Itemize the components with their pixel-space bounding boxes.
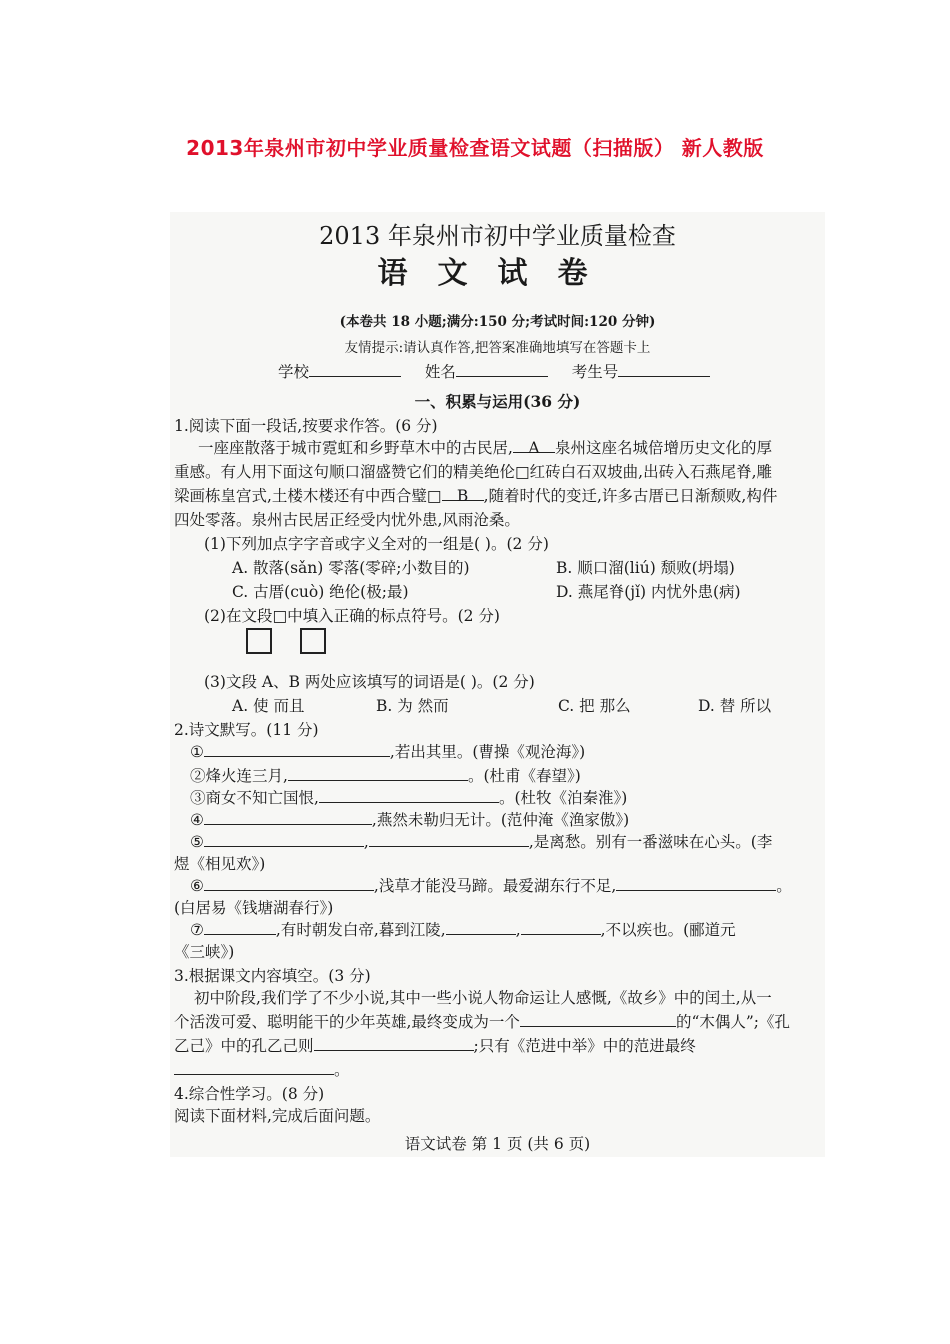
poem-line: ③商女不知亡国恨, 。(杜牧《泊秦淮》) — [190, 789, 628, 807]
document-title: 2013年泉州市初中学业质量检查语文试题（扫描版） 新人教版 — [186, 136, 764, 160]
poem-line: ④ ,燕然未勒归无计。(范仲淹《渔家傲》) — [190, 811, 630, 829]
q1-paragraph-line: 一座座散落于城市霓虹和乡野草木中的古民居, A 泉州这座名城倍增历史文化的厚 — [198, 439, 772, 457]
q1-sub1: (1)下列加点字字音或字义全对的一组是( )。(2 分) — [204, 535, 549, 553]
q1-paragraph-line: 梁画栋皇宫式,土楼木楼还有中西合璧□ B ,随着时代的变迁,许多古厝已日渐颓败,构件 — [174, 487, 778, 505]
id-blank[interactable] — [618, 362, 710, 377]
poem-line: 煜《相见欢》) — [174, 855, 266, 873]
q2-stem: 2.诗文默写。(11 分) — [174, 721, 319, 739]
punctuation-box[interactable] — [246, 628, 272, 654]
answer-blank[interactable] — [369, 832, 529, 847]
poem-line: 《三峡》) — [174, 943, 235, 961]
q3-stem: 3.根据课文内容填空。(3 分) — [174, 967, 371, 985]
q1-option-d: D. 燕尾脊(jǐ) 内忧外患(病) — [556, 583, 741, 601]
exam-tip: 友情提示:请认真作答,把答案准确地填写在答题卡上 — [344, 340, 651, 356]
answer-blank[interactable] — [521, 920, 601, 935]
name-label: 姓名 — [424, 363, 456, 381]
punctuation-box[interactable] — [300, 628, 326, 654]
poem-line: ① ,若出其里。(曹操《观沧海》) — [190, 743, 586, 761]
exam-subtitle: 语文试卷 — [377, 256, 618, 291]
q1-sub3-option-d: D. 替 所以 — [698, 697, 772, 715]
q1-paragraph-line: 四处零落。泉州古民居正经受内忧外患,风雨沧桑。 — [174, 511, 520, 529]
answer-blank[interactable] — [520, 1012, 676, 1027]
q3-paragraph-line: 个活泼可爱、聪明能干的少年英雄,最终变成为一个 的“木偶人”;《孔 — [174, 1013, 791, 1031]
section-heading: 一、积累与运用(36 分) — [414, 392, 581, 411]
q1-sub3: (3)文段 A、B 两处应该填写的词语是( )。(2 分) — [204, 673, 535, 691]
q3-paragraph-line: 初中阶段,我们学了不少小说,其中一些小说人物命运让人感慨,《故乡》中的闰土,从一 — [194, 989, 772, 1007]
poem-line: ⑦ ,有时朝发白帝,暮到江陵, , ,不以疾也。(郦道元 — [190, 921, 736, 939]
q1-sub2: (2)在文段□中填入正确的标点符号。(2 分) — [204, 607, 500, 625]
blank-b[interactable]: B — [442, 486, 484, 501]
id-label: 考生号 — [571, 363, 619, 381]
q3-paragraph-line: 乙己》中的孔乙己则 ;只有《范进中举》中的范进最终 — [174, 1037, 696, 1055]
answer-blank[interactable] — [204, 920, 276, 935]
answer-blank[interactable] — [288, 766, 468, 781]
school-blank[interactable] — [309, 362, 401, 377]
q1-sub3-option-c: C. 把 那么 — [558, 697, 631, 715]
q4-stem: 4.综合性学习。(8 分) — [174, 1085, 325, 1103]
answer-blank[interactable] — [446, 920, 516, 935]
scanned-exam-page — [170, 212, 825, 1157]
name-blank[interactable] — [456, 362, 548, 377]
poem-line: ②烽火连三月, 。(杜甫《春望》) — [190, 767, 581, 785]
poem-line: ⑥ ,浅草才能没马蹄。最爱湖东行不足, 。 — [190, 877, 792, 895]
answer-blank[interactable] — [204, 832, 364, 847]
exam-title: 2013 年泉州市初中学业质量检查 — [319, 222, 676, 250]
exam-info: (本卷共 18 小题;满分:150 分;考试时间:120 分钟) — [339, 314, 656, 330]
answer-blank[interactable] — [204, 742, 390, 757]
answer-blank[interactable] — [204, 810, 372, 825]
poem-line: ⑤ , ,是离愁。别有一番滋味在心头。(李 — [190, 833, 773, 851]
student-info-row — [278, 362, 710, 382]
answer-blank[interactable] — [314, 1036, 474, 1051]
page-footer: 语文试卷 第 1 页 (共 6 页) — [404, 1135, 591, 1153]
q1-option-c: C. 古厝(cuò) 绝伦(极;最) — [232, 583, 409, 601]
answer-blank[interactable] — [174, 1060, 334, 1075]
q1-sub3-option-a: A. 使 而且 — [232, 697, 305, 715]
answer-blank[interactable] — [616, 876, 776, 891]
q1-option-b: B. 顺口溜(liú) 颓败(坍塌) — [556, 559, 735, 577]
q3-paragraph-line: 。 — [174, 1060, 350, 1080]
q1-sub3-option-b: B. 为 然而 — [376, 697, 449, 715]
q1-option-a: A. 散落(sǎn) 零落(零碎;小数目的) — [232, 559, 470, 577]
poem-line: (白居易《钱塘湖春行》) — [174, 899, 334, 917]
q1-paragraph-line: 重感。有人用下面这句顺口溜盛赞它们的精美绝伦□红砖白石双坡曲,出砖入石燕尾脊,雕 — [174, 463, 773, 481]
q4-instruction: 阅读下面材料,完成后面问题。 — [174, 1107, 381, 1125]
q1-stem: 1.阅读下面一段话,按要求作答。(6 分) — [174, 417, 438, 435]
blank-a[interactable]: A — [513, 438, 555, 453]
answer-blank[interactable] — [204, 876, 374, 891]
answer-blank[interactable] — [319, 788, 499, 803]
school-label: 学校 — [278, 363, 310, 381]
